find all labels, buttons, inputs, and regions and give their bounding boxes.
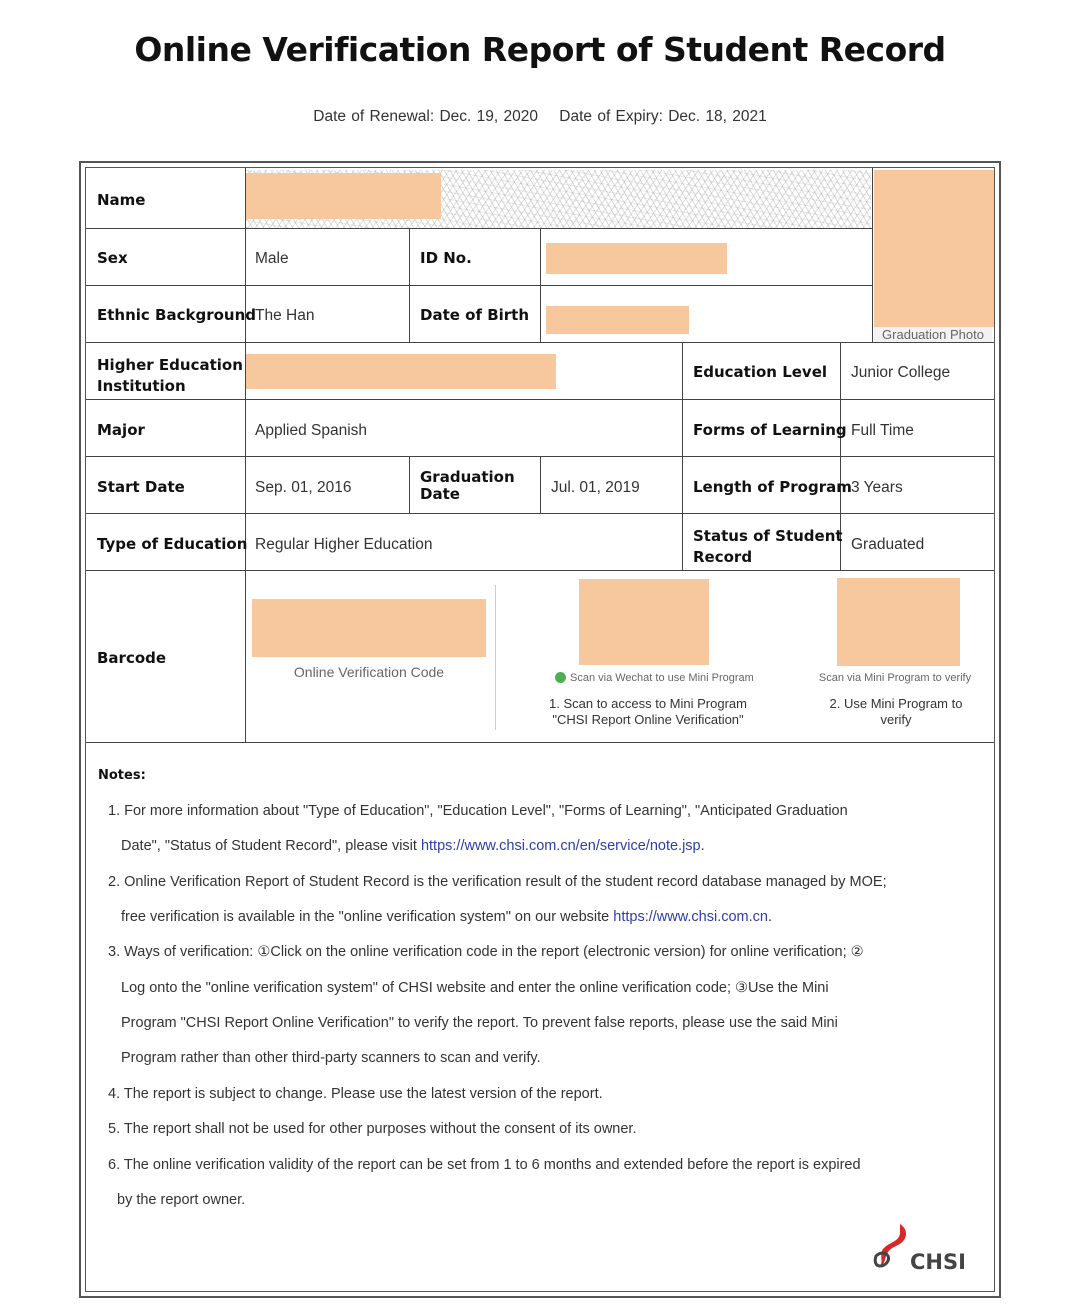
note-link-service[interactable]: https://www.chsi.com.cn/en/service/note.jsp: [420, 838, 701, 854]
graduation-photo-redacted: [874, 170, 994, 327]
note-6a: 6. The online verification validity of the report can be set from 1 to 6 months and extended before the report is expired: [108, 1157, 861, 1173]
sex-value: Male: [255, 250, 289, 267]
wechat-qr-redacted: [579, 579, 709, 665]
id-label: ID No.: [420, 249, 472, 267]
grad-label-1: Graduation: [420, 468, 515, 486]
status-label-2: Record: [693, 548, 753, 566]
page-title: Online Verification Report of Student Record: [134, 30, 946, 69]
institution-redacted: [246, 354, 556, 389]
expiry-date: Date of Expiry: Dec. 18, 2021: [559, 108, 767, 125]
forms-value: Full Time: [851, 422, 914, 439]
forms-label: Forms of Learning: [693, 421, 847, 439]
note-3c: Program "CHSI Report Online Verification" to verify the report. To prevent false reports, please use the said Mini: [121, 1015, 838, 1031]
row-divider: [86, 570, 994, 571]
dob-label: Date of Birth: [420, 306, 530, 324]
col-divider: [540, 456, 541, 513]
chsi-logo-icon: [870, 1222, 912, 1272]
col-divider: [409, 228, 410, 342]
sex-label: Sex: [97, 249, 128, 267]
col-divider: [409, 456, 410, 513]
barcode-divider: [495, 585, 496, 730]
row-divider: [86, 342, 994, 343]
major-value: Applied Spanish: [255, 422, 368, 439]
status-label-1: Status of Student: [693, 527, 843, 545]
qr1-caption: 1. Scan to access to Mini Program "CHSI Report Online Verification": [549, 696, 747, 727]
wechat-icon: [555, 672, 566, 683]
row-divider: [86, 399, 994, 400]
row-divider: [86, 228, 873, 229]
length-value: 3 Years: [851, 479, 903, 496]
note-1a: 1. For more information about "Type of Education", "Education Level", "Forms of Learning", "Anticipated Graduation: [108, 803, 848, 819]
note-6b: by the report owner.: [117, 1192, 246, 1208]
barcode-label: Barcode: [97, 649, 167, 667]
id-redacted: [546, 243, 727, 274]
online-code-caption: Online Verification Code: [293, 664, 445, 680]
chsi-logo-text: CHSI: [910, 1250, 966, 1274]
note-5: 5. The report shall not be used for other purposes without the consent of its owner.: [108, 1121, 637, 1137]
col-divider: [682, 342, 683, 570]
note-3d: Program rather than other third-party scanners to scan and verify.: [121, 1050, 541, 1066]
report-dates: [0, 108, 1080, 126]
type-value: Regular Higher Education: [255, 536, 433, 553]
barcode-redacted[interactable]: [252, 599, 486, 657]
note-3a: 3. Ways of verification: ①Click on the online verification code in the report (electronic version) for online verification; ②: [108, 944, 864, 960]
edu-level-value: Junior College: [851, 364, 951, 381]
grad-value: Jul. 01, 2019: [551, 479, 640, 496]
qr2-small-caption: Scan via Mini Program to verify: [818, 672, 972, 684]
major-label: Major: [97, 421, 145, 439]
ethnic-label: Ethnic Background: [97, 306, 256, 324]
dob-redacted: [546, 306, 689, 334]
col-divider: [872, 168, 873, 342]
type-label: Type of Education: [97, 535, 248, 553]
edu-level-label: Education Level: [693, 363, 828, 381]
photo-caption: Graduation Photo: [874, 327, 992, 342]
institution-label-2: Institution: [97, 377, 186, 395]
col-divider: [540, 228, 541, 342]
qr2-caption: 2. Use Mini Program to verify: [829, 696, 963, 727]
row-divider: [86, 742, 994, 743]
notes-heading: Notes:: [98, 768, 146, 783]
qr1-small-caption: Scan via Wechat to use Mini Program: [555, 672, 754, 684]
length-label: Length of Program: [693, 478, 852, 496]
note-3b: Log onto the "online verification system" of CHSI website and enter the online verification code; ③Use the Mini: [121, 980, 829, 996]
mini-program-qr-redacted: [837, 578, 960, 666]
renewal-date: Date of Renewal: Dec. 19, 2020: [313, 108, 538, 125]
note-1b: Date", "Status of Student Record", please visit https://www.chsi.com.cn/en/service/note.jsp.: [121, 838, 705, 854]
start-value: Sep. 01, 2016: [255, 479, 352, 496]
col-divider: [245, 168, 246, 742]
row-divider: [86, 513, 994, 514]
note-link-website[interactable]: https://www.chsi.com.cn: [613, 909, 768, 925]
ethnic-value: The Han: [255, 307, 315, 324]
grad-label-2: Date: [420, 485, 460, 503]
row-divider: [86, 285, 873, 286]
note-4: 4. The report is subject to change. Please use the latest version of the report.: [108, 1086, 603, 1102]
start-label: Start Date: [97, 478, 185, 496]
note-2b: free verification is available in the "online verification system" on our website https://www.chsi.com.cn.: [121, 909, 773, 925]
name-redacted: [246, 173, 441, 219]
name-label: Name: [97, 191, 146, 209]
institution-label-1: Higher Education: [97, 356, 243, 374]
status-value: Graduated: [851, 536, 925, 553]
note-2a: 2. Online Verification Report of Student Record is the verification result of the student record database managed by MOE;: [108, 874, 887, 890]
